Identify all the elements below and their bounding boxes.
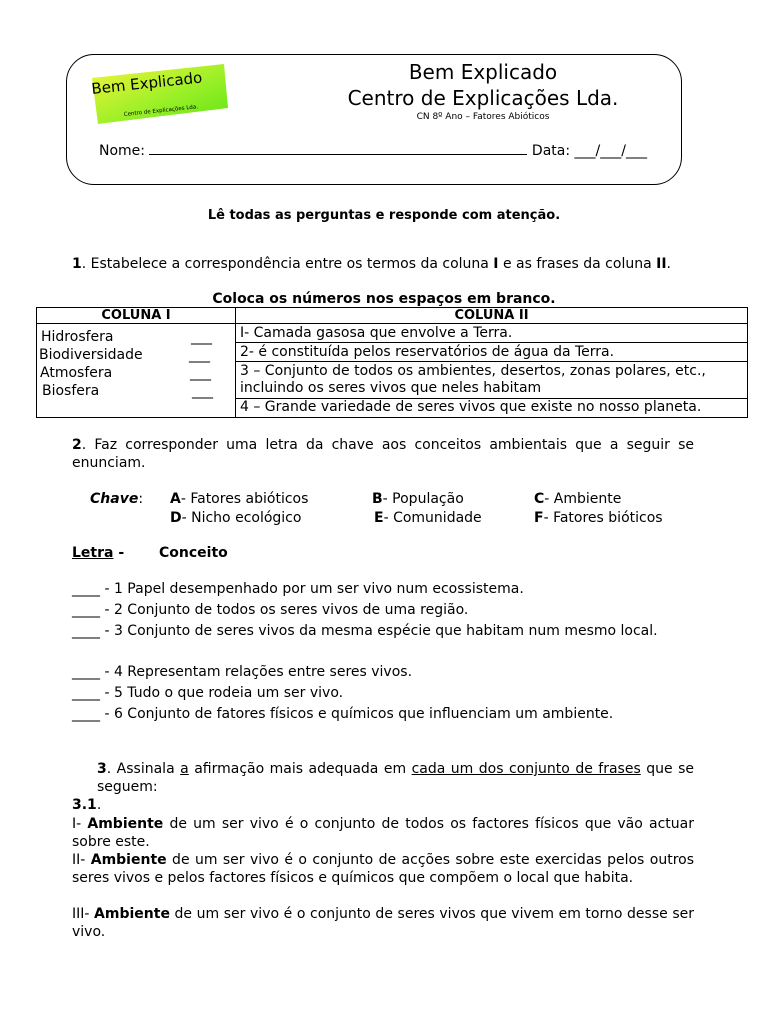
key-letter: A [170,491,181,507]
term-blank[interactable]: ___ [190,365,211,381]
option-text: de um ser vivo é o conjunto de seres vivos que vivem em torno desse ser vivo. [72,906,694,940]
option-prefix: III- [72,906,95,922]
col1-header: COLUNA I [37,308,236,324]
term: Biodiversidade [39,347,143,363]
option-prefix: II- [72,852,91,868]
general-instruction: Lê todas as perguntas e responde com atenção. [207,208,561,223]
key-text: - Fatores abióticos [180,491,309,507]
key-item [372,490,464,509]
question-2 [72,436,694,472]
term-row [39,346,237,364]
logo-text: Bem Explicado [90,68,204,98]
phrase-cell: 4 – Grande variedade de seres vivos que existe no nosso planeta. [236,398,748,417]
chave-colon: : [138,491,144,507]
key-text: - Comunidade [383,510,482,526]
question-1 [72,255,694,273]
concept-item[interactable]: ____ - 3 Conjunto de seres vivos da mesma espécie que habitam num mesmo local. [72,623,658,639]
option-term: Ambiente [94,906,170,922]
q1-text-b: e as frases da coluna [498,256,657,272]
q3-text-a: . Assinala [106,761,181,777]
name-field[interactable] [149,140,527,155]
q2-text: . Faz corresponder uma letra da chave aos conceitos ambientais que a seguir se enunciam. [72,437,694,471]
option-term: Ambiente [87,816,164,832]
q2-number: 2 [72,437,82,453]
q3-underline-a: a [180,761,189,777]
term-row [41,328,239,346]
key-letter: B [372,491,383,507]
option-1[interactable] [72,815,694,851]
chave-label [90,490,143,509]
logo-subtext: Centro de Explicações Lda. [123,104,199,118]
matching-table [36,307,748,418]
key-item [170,509,301,528]
key-letter: D [170,510,182,526]
key-text: - População [382,491,464,507]
conceito-header: Conceito [159,545,228,561]
q3-text-c: que se seguem: [97,761,694,795]
term-blank[interactable]: ___ [192,383,213,399]
org-name: Bem Explicado [408,60,558,84]
org-full-name: Centro de Explicações Lda. [347,86,619,110]
concept-item[interactable]: ____ - 6 Conjunto de fatores físicos e químicos que influenciam um ambiente. [72,706,614,722]
col2-header: COLUNA II [236,308,748,324]
letra-dash: - [113,545,125,561]
q1-text-c: . [666,256,671,272]
key-item [170,490,308,509]
date-field[interactable]: ___/___/___ [574,143,647,159]
option-text: de um ser vivo é o conjunto de acções sobre este exercidas pelos outros seres vivos e pelos factores físicos e químicos que compõem o local que habita. [72,852,695,886]
key-letter: F [534,510,544,526]
term: Atmosfera [40,365,113,381]
q3-number: 3 [97,761,107,777]
date-label: Data: [531,143,571,159]
chave-word: Chave [90,491,139,507]
phrase-cell: I- Camada gasosa que envolve a Terra. [236,324,748,343]
key-text: - Fatores bióticos [543,510,663,526]
term: Biosfera [42,383,100,399]
key-text: - Ambiente [544,491,622,507]
q1-text-a: . Estabelece a correspondência entre os termos da coluna [81,256,494,272]
q1-number: 1 [72,256,82,272]
question-3 [97,760,694,796]
phrase-cell: 3 – Conjunto de todos os ambientes, desertos, zonas polares, etc., incluindo os seres vivos que neles habitam [236,362,748,399]
name-label: Nome: [99,143,146,159]
key-item [534,509,663,528]
term-row [42,382,240,400]
subquestion-3-1 [72,797,101,813]
q1-col1-ref: I [493,256,499,272]
phrase-cell: 2- é constituída pelos reservatórios de água da Terra. [236,343,748,362]
key-text: - Nicho ecológico [181,510,302,526]
q1-col2-ref: II [656,256,667,272]
option-2[interactable] [72,851,694,887]
term-blank[interactable]: ___ [191,329,212,345]
term-row [40,364,238,382]
terms-cell [37,324,236,418]
term-blank[interactable]: ___ [189,347,210,363]
concept-item[interactable]: ____ - 4 Representam relações entre seres vivos. [72,664,413,680]
concept-item[interactable]: ____ - 2 Conjunto de todos os seres vivos de uma região. [72,602,469,618]
letra-label: Letra [72,545,114,561]
key-list [90,490,710,530]
option-3[interactable] [72,905,694,941]
key-letter: C [534,491,545,507]
key-item [534,490,621,509]
option-text: de um ser vivo é o conjunto de todos os factores físicos que vão actuar sobre este. [72,816,694,850]
name-row [99,140,669,159]
term: Hidrosfera [41,329,114,345]
q31-dot: . [96,797,102,813]
letra-header [72,545,124,561]
concept-item[interactable]: ____ - 1 Papel desempenhado por um ser vivo num ecossistema. [72,581,524,597]
q1-instruction: Coloca os números nos espaços em branco. [212,291,556,307]
q3-text-b: afirmação mais adequada em [188,761,412,777]
option-term: Ambiente [90,852,167,868]
key-item [374,509,482,528]
subtitle: CN 8º Ano – Fatores Abióticos [416,112,550,122]
logo [88,64,228,124]
concept-item[interactable]: ____ - 5 Tudo o que rodeia um ser vivo. [72,685,344,701]
q31-label: 3.1 [72,797,97,813]
key-letter: E [374,510,384,526]
option-prefix: I- [72,816,88,832]
q3-underline-b: cada um dos conjunto de frases [411,761,641,777]
